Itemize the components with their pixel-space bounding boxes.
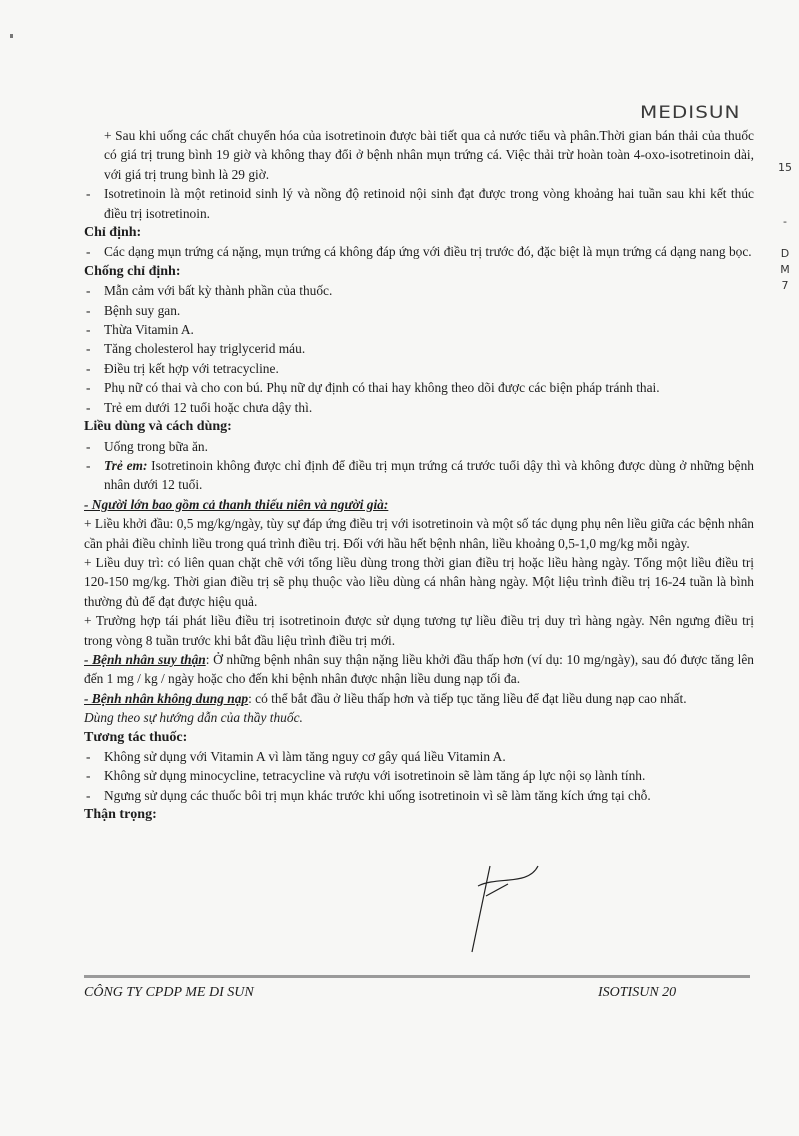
document-body (84, 126, 754, 825)
footer-product: ISOTISUN 20 (598, 985, 677, 1000)
children-dosage: - Trẻ em: Isotretinoin không được chỉ định để điều trị mụn trứng cá trước tuổi dậy thì và không được dùng ở những bệnh nhân dưới 12 tuổi. (86, 457, 754, 493)
precautions-heading: Thận trọng: (84, 807, 157, 823)
physician-note: Dùng theo sự hướng dẫn của thầy thuốc. (84, 710, 303, 726)
adults-heading: - Người lớn bao gồm cả thanh thiếu niên và người già: (84, 496, 389, 512)
contraindications-heading: Chống chỉ định: (84, 263, 181, 279)
indications-heading: Chỉ định: (84, 225, 142, 241)
signature-scribble (468, 856, 548, 956)
list-item: - Không sử dụng với Vitamin A vì làm tăng nguy cơ gây quá liều Vitamin A. (86, 749, 506, 764)
interactions-heading: Tương tác thuốc: (84, 729, 188, 745)
list-item: - Ngưng sử dụng các thuốc bôi trị mụn khác trước khi uống isotretinoin vì sẽ làm tăng kích ứng tại chỗ. (86, 787, 651, 803)
margin-mark: 7 (781, 279, 789, 292)
margin-mark: 15 (778, 161, 792, 174)
elimination-paragraph: + Sau khi uống các chất chuyển hóa của isotretinoin được bài tiết qua cả nước tiểu và phân.Thời gian bán thải của thuốc có giá trị trung bình 19 giờ và không thay đổi ở bệnh nhân mụn trứng cá. Việc thải trừ hoàn toàn 4-oxo-isotretinoin dài, với giá trị trung bình là 29 giờ. (104, 128, 754, 182)
renal-dosage: - Bệnh nhân suy thận: Ở những bệnh nhân suy thận nặng liều khởi đầu thấp hơn (ví dụ: 10 mg/ngày), sau đó được tăng lên đến 1 mg / kg / ngày hoặc cho đến khi bệnh nhân được nhận liều dung nạp tối đa. (84, 651, 754, 687)
list-item: - Không sử dụng minocycline, tetracycline và rượu với isotretinoin sẽ làm tăng áp lực nội sọ lành tính. (86, 768, 646, 784)
margin-stamp (775, 160, 795, 294)
list-item: - Tăng cholesterol hay triglycerid máu. (86, 341, 306, 357)
margin-mark: - (783, 215, 787, 228)
list-item: - Các dạng mụn trứng cá nặng, mụn trứng cá không đáp ứng với điều trị trước đó, đặc biệt là mụn trứng cá dạng nang bọc. (86, 244, 752, 260)
dosage-heading: Liều dùng và cách dùng: (84, 419, 232, 435)
list-item: - Thừa Vitamin A. (86, 322, 194, 338)
margin-mark: D (780, 247, 790, 260)
maintenance-dose: + Liều duy trì: có liên quan chặt chẽ với tổng liều dùng trong thời gian điều trị hoặc liều hàng ngày. Tổng một liều điều trị 120-150 mg/kg. Thời gian điều trị sẽ phụ thuộc vào liều dùng cá nhân hàng ngày. Một liệu trình điều trị 16-24 tuần là bình thường đủ để đạt được hiệu quả. (84, 554, 754, 609)
list-item: - Isotretinoin là một retinoid sinh lý và nồng độ retinoid nội sinh đạt được trong vòng khoảng hai tuần sau khi kết thúc điều trị isotretinoin. (86, 186, 754, 221)
scan-mark (10, 34, 13, 38)
margin-mark: M (780, 263, 790, 276)
initial-dose: + Liều khởi đầu: 0,5 mg/kg/ngày, tùy sự đáp ứng điều trị với isotretinoin và một số tác dụng phụ nên liều giữa các bệnh nhân cần phải điều chỉnh liều trong quá trình điều trị. Đối với hầu hết bệnh nhân, liều khoảng 0,5-1,0 mg/kg mỗi ngày. (84, 516, 754, 551)
list-item: - Mẫn cảm với bất kỳ thành phần của thuốc. (86, 283, 333, 299)
list-item: - Điều trị kết hợp với tetracycline. (86, 360, 279, 376)
relapse-dose: + Trường hợp tái phát liều điều trị isotretinoin được sử dụng tương tự liều điều trị duy trì hàng ngày. Nên ngưng điều trị trong vòng 8 tuần trước khi bắt đầu liệu trình điều trị mới. (84, 613, 754, 648)
footer-company: CÔNG TY CPDP ME DI SUN (84, 985, 254, 1000)
list-item: - Uống trong bữa ăn. (86, 438, 208, 454)
list-item: - Trẻ em dưới 12 tuổi hoặc chưa dậy thì. (86, 399, 313, 415)
medisun-logo: MEDISUN (640, 101, 741, 123)
list-item: - Phụ nữ có thai và cho con bú. Phụ nữ dự định có thai hay không theo dõi được các biện pháp tránh thai. (86, 380, 660, 396)
intolerant-dosage: - Bệnh nhân không dung nạp: có thể bắt đầu ở liều thấp hơn và tiếp tục tăng liều để đạt liều dung nạp cao nhất. (84, 690, 687, 706)
list-item: - Bệnh suy gan. (86, 302, 181, 318)
footer-divider (84, 975, 750, 978)
